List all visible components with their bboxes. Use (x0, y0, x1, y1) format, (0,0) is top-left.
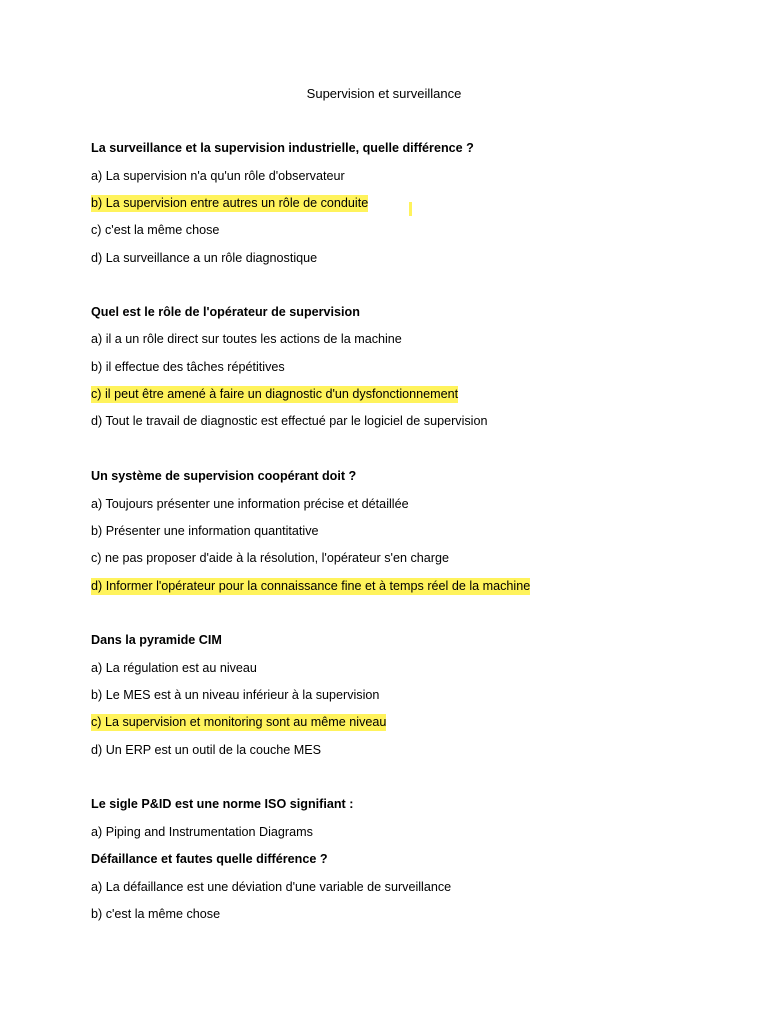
answer-3a: a) Toujours présenter une information précise et détaillée (91, 497, 409, 511)
question-5: Le sigle P&ID est une norme ISO signifiant : (91, 797, 354, 811)
highlight-mark (409, 202, 412, 216)
answer-4a: a) La régulation est au niveau (91, 661, 257, 675)
answer-5a: a) Piping and Instrumentation Diagrams (91, 825, 313, 839)
answer-2d: d) Tout le travail de diagnostic est effectué par le logiciel de supervision (91, 414, 488, 428)
answer-3b: b) Présenter une information quantitative (91, 524, 319, 538)
question-1: La surveillance et la supervision industrielle, quelle différence ? (91, 141, 474, 155)
answer-1d: d) La surveillance a un rôle diagnostique (91, 251, 318, 265)
answer-2a: a) il a un rôle direct sur toutes les actions de la machine (91, 332, 402, 346)
answer-3d-highlighted: d) Informer l'opérateur pour la connaissance fine et à temps réel de la machine (91, 579, 531, 593)
answer-3c: c) ne pas proposer d'aide à la résolution, l'opérateur s'en charge (91, 551, 449, 565)
question-2: Quel est le rôle de l'opérateur de supervision (91, 305, 360, 319)
answer-1a: a) La supervision n'a qu'un rôle d'observateur (91, 169, 345, 183)
answer-2b: b) il effectue des tâches répétitives (91, 360, 285, 374)
answer-4d: d) Un ERP est un outil de la couche MES (91, 743, 322, 757)
answer-1b-highlighted: b) La supervision entre autres un rôle de conduite (91, 196, 369, 210)
answer-4c-highlighted: c) La supervision et monitoring sont au même niveau (91, 715, 387, 729)
question-3: Un système de supervision coopérant doit ? (91, 469, 357, 483)
question-6: Défaillance et fautes quelle différence ? (91, 852, 328, 866)
question-4: Dans la pyramide CIM (91, 633, 222, 647)
answer-4b: b) Le MES est à un niveau inférieur à la supervision (91, 688, 380, 702)
document-title: Supervision et surveillance (306, 86, 462, 101)
answer-6a: a) La défaillance est une déviation d'une variable de surveillance (91, 880, 452, 894)
answer-6b: b) c'est la même chose (91, 907, 221, 921)
answer-2c-highlighted: c) il peut être amené à faire un diagnostic d'un dysfonctionnement (91, 387, 459, 401)
answer-1c: c) c'est la même chose (91, 223, 220, 237)
